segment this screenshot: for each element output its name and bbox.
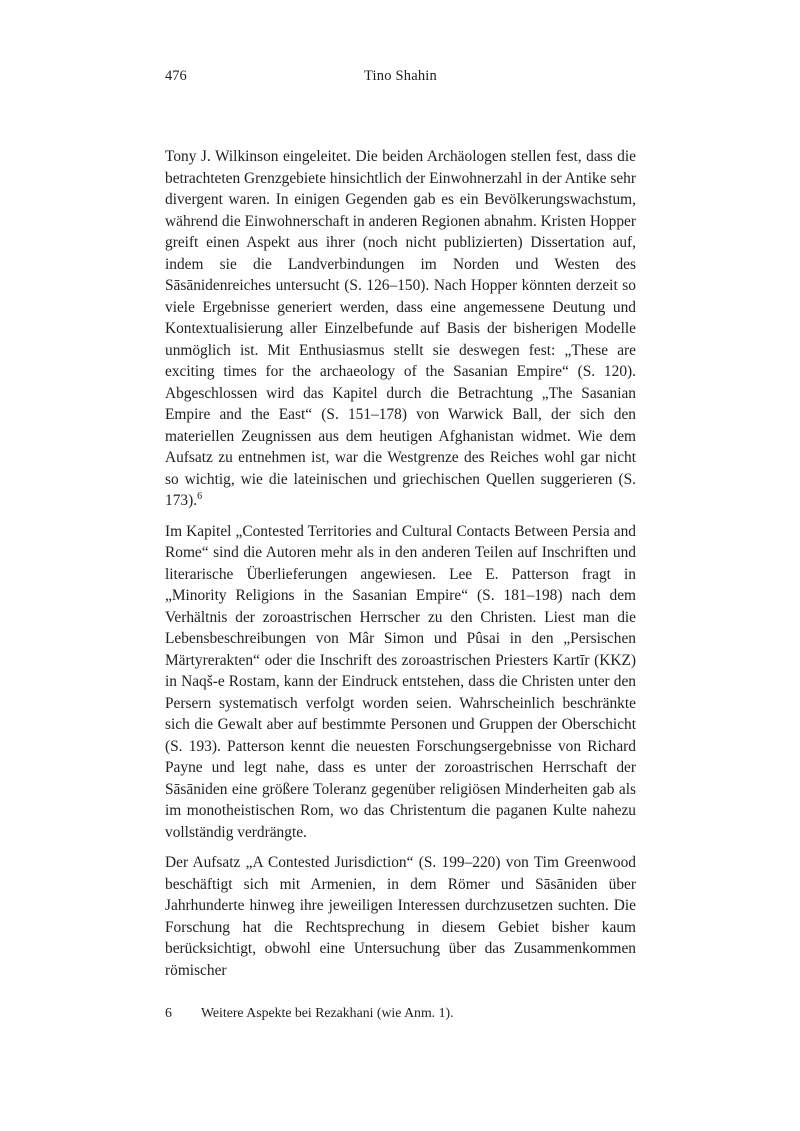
footnote <box>165 1003 636 1022</box>
running-head: Tino Shahin <box>364 68 437 84</box>
footnote-marker: 6 <box>197 490 203 502</box>
content-column <box>165 68 636 1022</box>
paragraph-3 <box>165 852 636 981</box>
paragraph-1-text: Tony J. Wilkinson eingeleitet. Die beiden Archäologen stellen fest, dass die betrachteten Grenzgebiete hinsichtlich der Einwohnerzahl in der Antike sehr divergent waren. In einigen Gegenden gab es ein Bevölkerungswachstum, während die Einwohnerschaft in anderen Regionen abnahm. Kristen Hopper greift einen Aspekt aus ihrer (noch nicht publizierten) Dissertation auf, indem sie die Landverbindungen im Norden und Westen des Sāsānidenreiches untersucht (S. 126–150). Nach Hopper könnten derzeit so viele Ergebnisse generiert werden, dass eine angemessene Deutung und Kontextualisierung aller Einzelbefunde auf Basis der bisherigen Modelle unmöglich ist. Mit Enthusiasmus stellt sie deswegen fest: „These are exciting times for the archaeology of the Sasanian Empire“ (S. 120). Abgeschlossen wird das Kapitel durch die Betrachtung „The Sasanian Empire and the East“ (S. 151–178) von Warwick Ball, der sich den materiellen Zeugnissen aus dem heutigen Afghanistan widmet. Wie dem Aufsatz zu entnehmen ist, war die Westgrenze des Reiches wohl gar nicht so wichtig, wie die lateinischen und griechischen Quellen suggerieren (S. 173). <box>165 148 636 509</box>
footnote-text: Weitere Aspekte bei Rezakhani (wie Anm. 1). <box>201 1005 454 1020</box>
footnote-number: 6 <box>165 1005 172 1020</box>
paragraph-2-text: Im Kapitel „Contested Territories and Cultural Contacts Between Persia and Rome“ sind die Autoren mehr als in den anderen Teilen auf Inschriften und literarische Überlieferungen angewiesen. Lee E. Patterson fragt in „Minority Religions in the Sasanian Empire“ (S. 181–198) nach dem Verhältnis der zoroastrischen Herrscher zu den Christen. Liest man die Lebensbeschreibungen von Mâr Simon und Pûsai in den „Persischen Märtyrerakten“ oder die Inschrift des zoroastrischen Priesters Kartīr (KKZ) in Naqš-e Rostam, kann der Eindruck entstehen, dass die Christen unter den Persern systematisch verfolgt worden seien. Wahrscheinlich beschränkte sich die Gewalt aber auf bestimmte Personen und Gruppen der Oberschicht (S. 193). Patterson kennt die neuesten Forschungsergebnisse von Richard Payne und legt nahe, dass es unter der zoroastrischen Herrschaft der Sāsāniden eine größere Toleranz gegenüber religiösen Minderheiten gab als im monotheistischen Rom, wo das Christentum die paganen Kulte nahezu vollständig verdrängte. <box>165 522 636 841</box>
paragraph-2 <box>165 521 636 844</box>
body-text <box>165 146 636 981</box>
paragraph-1 <box>165 146 636 512</box>
page-number: 476 <box>165 68 187 84</box>
page-header <box>165 68 636 86</box>
paragraph-3-text: Der Aufsatz „A Contested Jurisdiction“ (S. 199–220) von Tim Greenwood beschäftigt sich mit Armenien, in dem Römer und Sāsāniden über Jahrhunderte hinweg ihre jeweiligen Interessen durchzusetzen suchten. Die Forschung hat die Rechtsprechung in diesem Gebiet bisher kaum berücksichtigt, obwohl eine Untersuchung über das Zusammenkommen römischer <box>165 854 636 979</box>
